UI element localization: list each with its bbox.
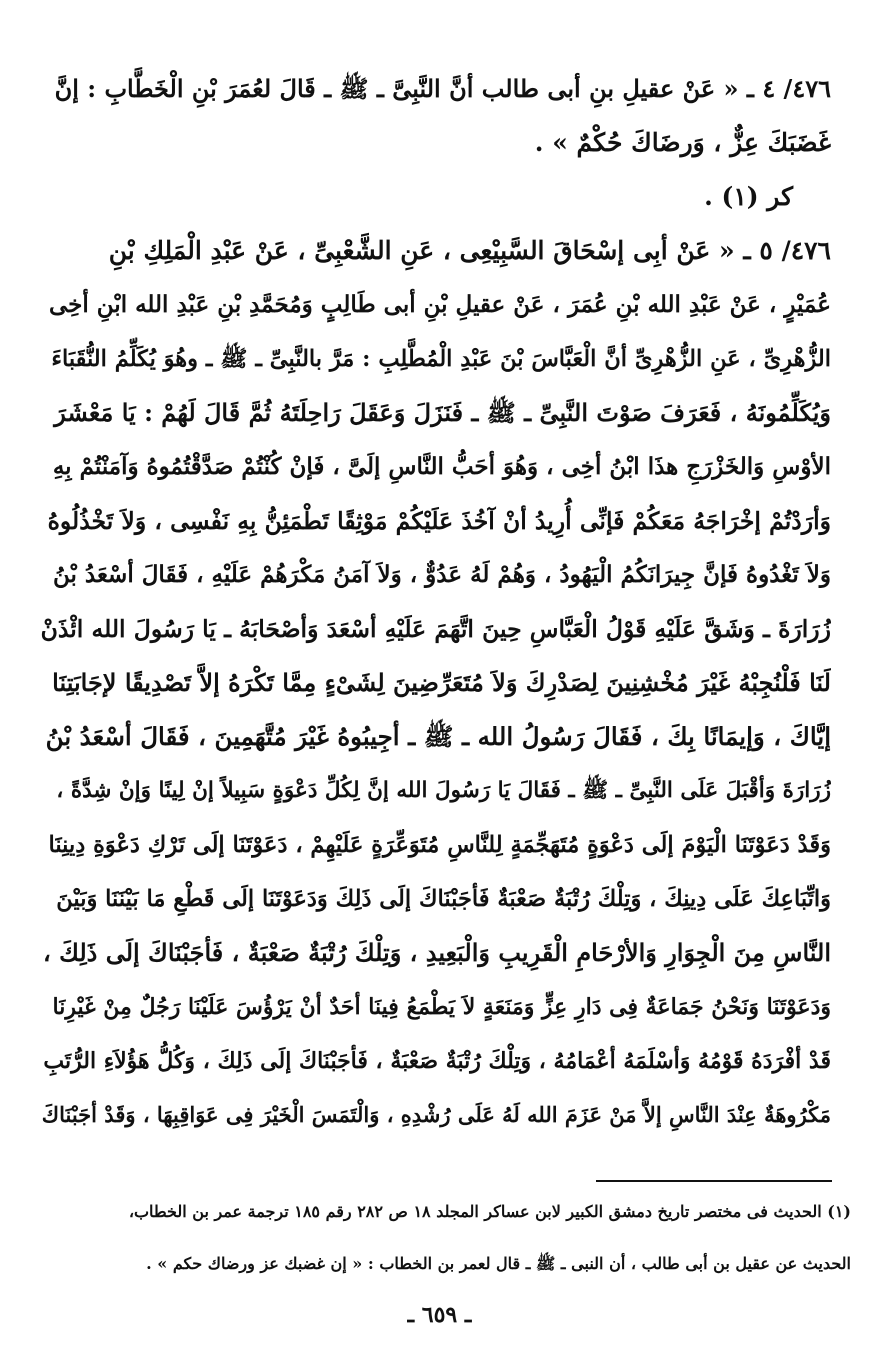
hadith-476-5-line-10: إيَّاكَ ، وَإيمَانًا بِكَ ، فَقَالَ رَسُولُ الله ـ ﷺ ـ أجِيبُوهُ غَيْرَ مُتَّهَمِينَ ، فَقَالَ أسْعَدُ بْنُ (45, 722, 831, 751)
hadith-476-5-line-12: وَقَدْ دَعَوْتَنَا الْيَوْمَ إلَى دَعْوَةٍ مُتَهَجِّمَةٍ لِلنَّاسِ مُتَوَعِّرَةٍ عَلَيْهِمْ ، دَعَوْتَنَا إلَى تَرْكِ دَعْوَةِ دِينِنَا (48, 832, 831, 858)
hadith-476-5-line-15: وَدَعَوْتَنَا وَنَحْنُ جَمَاعَةٌ فِى دَارِ عِزٍّ وَمَنَعَةٍ لاَ يَطْمَعُ فِينَا أحَدٌ أنْ يَرْؤُسَ عَلَيْنَا رَجُلٌ مِنْ غَيْرِنَا (52, 994, 831, 1020)
hadith-476-5-line-16: قَدْ أفْرَدَهُ قَوْمُهُ وَأسْلَمَهُ أعْمَامُهُ ، وَتِلْكَ رُتْبَةٌ صَعْبَةٌ ، فَأجَبْنَاكَ إلَى ذَلِكَ ، وَكُلُّ هَؤُلاَءِ الرُّتَبِ (43, 1048, 831, 1074)
hadith-476-5-line-17: مَكْرُوهَةٌ عِنْدَ النَّاسِ إلاَّ مَنْ عَزَمَ الله لَهُ عَلَى رُشْدِهِ ، وَالْتَمَسَ الْخَيْرَ فِى عَوَاقِبِهَا ، وَقَدْ أجَبْنَاكَ (41, 1102, 831, 1127)
page-number: ـ ٦٥٩ ـ (407, 1302, 472, 1328)
hadith-476-5-line-5: الأوْسِ وَالخَزْرَجِ هذَا ابْنُ أخِى ، وَهُوَ أحَبُّ النَّاسِ إلَىَّ ، فَإنْ كُنْتُمْ صَدَّقْتُمُوهُ وَآمَنْتُمْ بِهِ (52, 453, 831, 480)
hadith-476-5-line-4: وَيُكَلِّمُونَهُ ، فَعَرَفَ صَوْتَ النَّبِىِّ ـ ﷺ ـ فَنَزَلَ وَعَقَلَ رَاحِلَتَهُ ثُمَّ قَالَ لَهُمْ : يَا مَعْشَرَ (54, 398, 831, 427)
footnote-separator (596, 1180, 832, 1182)
hadith-476-5-line-9: لَنَا فَلْنُجِبْهُ غَيْرَ مُخْشِنِينَ لِصَدْرِكَ وَلاَ مُتَعَرِّضِينَ لِشَىْءٍ مِمَّا تَكْرَهُ إلاَّ تَصْدِيقًا لإجَابَتِنَا (52, 668, 831, 697)
hadith-476-5-line-2: عُمَيْرٍ ، عَنْ عَبْدِ الله بْنِ عُمَرَ ، عَنْ عقيلِ بْنِ أبى طَالِبٍ وَمُحَمَّدِ بْنِ عَبْدِ الله ابْنِ أخِى (49, 291, 831, 318)
hadith-476-4-line-2: غَضَبَكَ عِزٌّ ، وَرضَاكَ حُكْمٌ » . (534, 128, 831, 157)
hadith-476-5-line-6: وَأرَدْتُمْ إخْرَاجَهُ مَعَكُمْ فَإنِّى أُرِيدُ أنْ آخُذَ عَلَيْكُمْ مَوْثِقًا تَطْمَئِنُّ بِهِ نَفْسِى ، وَلاَ تَخْذُلُوهُ (47, 507, 831, 535)
footnote-line-2: الحديث عن عقيل بن أبى طالب ، أن النبى ـ ﷺ ـ قال لعمر بن الخطاب : « إن غضبك عز ورضاك حكم » . (146, 1254, 851, 1273)
footnote-line-1: (١) الحديث فى مختصر تاريخ دمشق الكبير لابن عساكر المجلد ١٨ ص ٢٨٢ رقم ١٨٥ ترجمة عمر بن الخطاب، (128, 1202, 851, 1221)
hadith-476-5-line-14: النَّاسِ مِنَ الْجِوَارِ وَالأرْحَامِ الْقَرِيبِ وَالْبَعِيدِ ، وَتِلْكَ رُتْبَةٌ صَعْبَةٌ ، فَأجَبْنَاكَ إلَى ذَلِكَ ، (43, 938, 831, 967)
hadith-476-5-line-3: الزُّهْرِىِّ ، عَنِ الزُّهْرِىِّ أنَّ الْعَبَّاسَ بْنَ عَبْدِ الْمُطَّلِبِ : مَرَّ بالنَّبِىِّ ـ ﷺ ـ وهُوَ يُكَلِّمُ النُّقَبَاءَ (51, 346, 831, 372)
hadith-476-5-line-7: وَلاَ تَغْدُوهُ فَإنَّ جِيرَانَكُمُ الْيَهُودُ ، وَهُمْ لَهُ عَدُوٌّ ، وَلاَ آمَنُ مَكْرَهُمْ عَلَيْهِ ، فَقَالَ أسْعَدُ بْنُ (52, 561, 831, 588)
hadith-476-4-line-1: ٤٧٦/ ٤ ـ « عَنْ عقيلِ بنِ أبى طالب أنَّ النَّبِىَّ ـ ﷺ ـ قَالَ لعُمَرَ بْنِ الْخَطَّابِ : إنَّ (54, 74, 831, 103)
hadith-476-5-line-1: ٤٧٦/ ٥ ـ « عَنْ أبِى إسْحَاقَ السَّبِيْعِى ، عَنِ الشَّعْبِىِّ ، عَنْ عَبْدِ الْمَلِكِ بْنِ (108, 236, 831, 265)
hadith-476-4-source: كر (١) . (704, 182, 793, 211)
hadith-476-5-line-13: وَاتِّبَاعِكَ عَلَى دِينِكَ ، وَتِلْكَ رُتْبَةٌ صَعْبَةٌ فَأجَبْنَاكَ إلَى ذَلِكَ وَدَعَوْتَنَا إلَى قَطْعِ مَا بَيْنَنَا وَبَيْنَ (56, 886, 831, 912)
footnotes-block (31, 1186, 851, 1290)
main-text-block (41, 62, 831, 1142)
hadith-476-5-line-11: زُرَارَةَ وَأقْبَلَ عَلَى النَّبِىِّ ـ ﷺ ـ فَقَالَ يَا رَسُولَ الله إنَّ لِكُلِّ دَعْوَةٍ سَبِيلاً إنْ لِينًا وَإنْ شِدَّةً ، (56, 778, 831, 803)
hadith-476-5-line-8: زُرَارَةَ ـ وَشَقَّ عَلَيْهِ قَوْلُ الْعَبَّاسِ حِينَ اتَّهَمَ عَلَيْهِ أسْعَدَ وَأصْحَابَهُ ـ يَا رَسُولَ الله ائْذَنْ (41, 615, 831, 643)
